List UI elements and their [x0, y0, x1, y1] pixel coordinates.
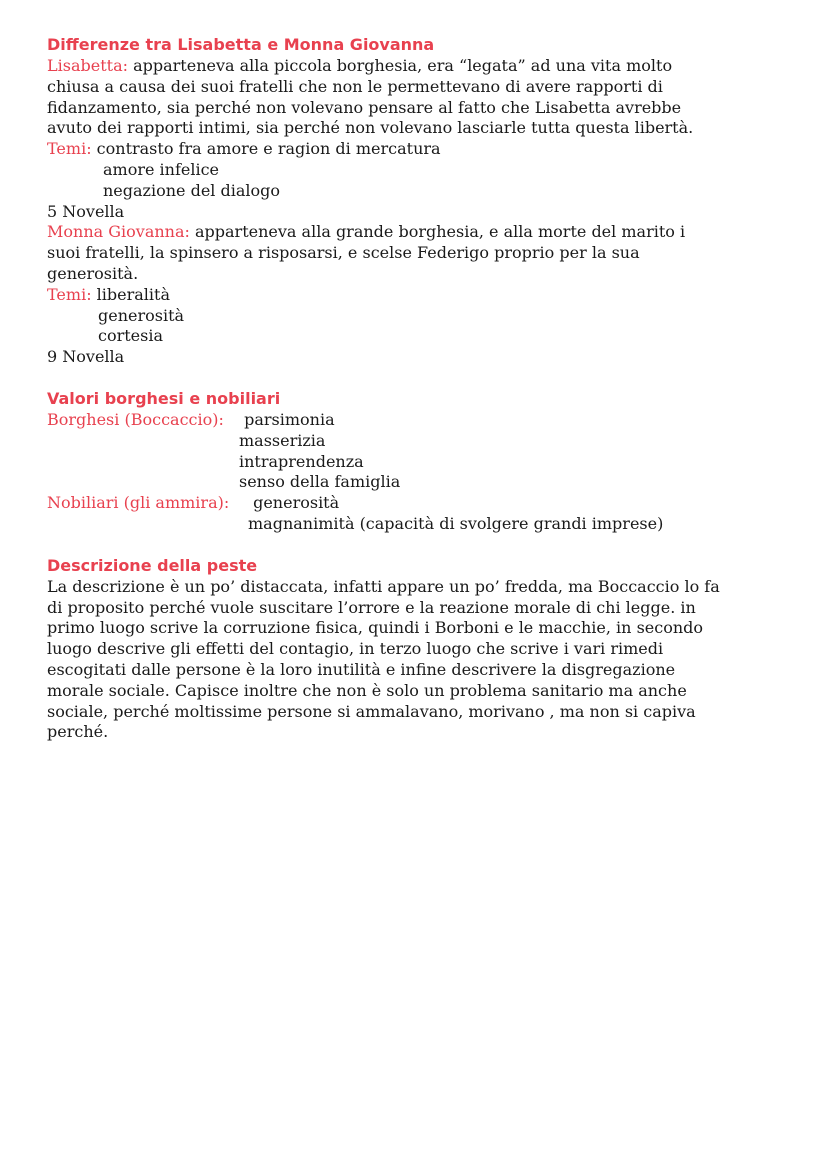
- monna-line-2: suoi fratelli, la spinsero a risposarsi, e scelse Federigo proprio per la sua: [47, 243, 640, 263]
- peste-line: primo luogo scrive la corruzione fisica, quindi i Borboni e le macchie, in secondo: [47, 618, 704, 638]
- temi1-line-1: Temi: contrasto fra amore e ragion di mercatura: [47, 139, 441, 159]
- peste-line: morale sociale. Capisce inoltre che non è solo un problema sanitario ma anche: [47, 680, 687, 700]
- heading-peste: Descrizione della peste: [47, 555, 258, 575]
- peste-line: sociale, perché moltissime persone si ammalavano, morivano , ma non si capiva: [47, 701, 696, 721]
- peste-line: escogitati dalle persone è la loro inutilità e infine descrivere la disgregazione: [47, 659, 676, 679]
- peste-line: di proposito perché vuole suscitare l’orrore e la reazione morale di chi legge. in: [47, 597, 696, 617]
- lisabetta-label: Lisabetta:: [47, 56, 128, 75]
- novella-9: 9 Novella: [47, 347, 125, 367]
- temi1-item: amore infelice: [103, 159, 220, 179]
- monna-label: Monna Giovanna:: [47, 222, 190, 242]
- nobiliari-line-1: Nobiliari (gli ammira): generosità: [47, 493, 340, 513]
- lisabetta-line-2: chiusa a causa dei suoi fratelli che non le permettevano di avere rapporti di: [47, 76, 663, 96]
- monna-line-1: Monna Giovanna: apparteneva alla grande borghesia, e alla morte del marito i: [47, 222, 686, 242]
- peste-line: luogo descrive gli effetti del contagio, in terzo luogo che scrive i vari rimedi: [47, 639, 664, 659]
- temi1-item: negazione del dialogo: [103, 180, 281, 200]
- borghesi-label: Borghesi (Boccaccio):: [47, 409, 224, 429]
- monna-line-3: generosità.: [47, 263, 139, 283]
- nobiliari-label: Nobiliari (gli ammira):: [47, 493, 230, 513]
- temi2-item: cortesia: [98, 326, 164, 346]
- novella-5: 5 Novella: [47, 201, 125, 221]
- temi1-label: Temi:: [47, 139, 92, 159]
- borghesi-item: masserizia: [239, 430, 326, 450]
- heading-valori: Valori borghesi e nobiliari: [47, 388, 281, 408]
- borghesi-item: senso della famiglia: [239, 472, 401, 492]
- nobiliari-item: magnanimità (capacità di svolgere grandi imprese): [248, 513, 664, 533]
- lisabetta-line-1: Lisabetta: apparteneva alla piccola borghesia, era “legata” ad una vita molto: [47, 56, 673, 75]
- lisabetta-line-3: fidanzamento, sia perché non volevano pensare al fatto che Lisabetta avrebbe: [47, 97, 682, 117]
- borghesi-item: intraprendenza: [239, 451, 364, 471]
- peste-line: perché.: [47, 722, 109, 742]
- temi2-label: Temi:: [47, 284, 92, 304]
- lisabetta-line-4: avuto dei rapporti intimi, sia perché non volevano lasciarle tutta questa libertà.: [47, 118, 694, 138]
- peste-line: La descrizione è un po’ distaccata, infatti appare un po’ fredda, ma Boccaccio lo fa: [47, 576, 720, 596]
- document-page: [47, 34, 787, 743]
- temi2-item: generosità: [98, 305, 185, 325]
- temi2-line-1: Temi: liberalità: [47, 284, 170, 304]
- borghesi-line-1: Borghesi (Boccaccio): parsimonia: [47, 409, 335, 429]
- heading-differenze: Differenze tra Lisabetta e Monna Giovanna: [47, 35, 435, 54]
